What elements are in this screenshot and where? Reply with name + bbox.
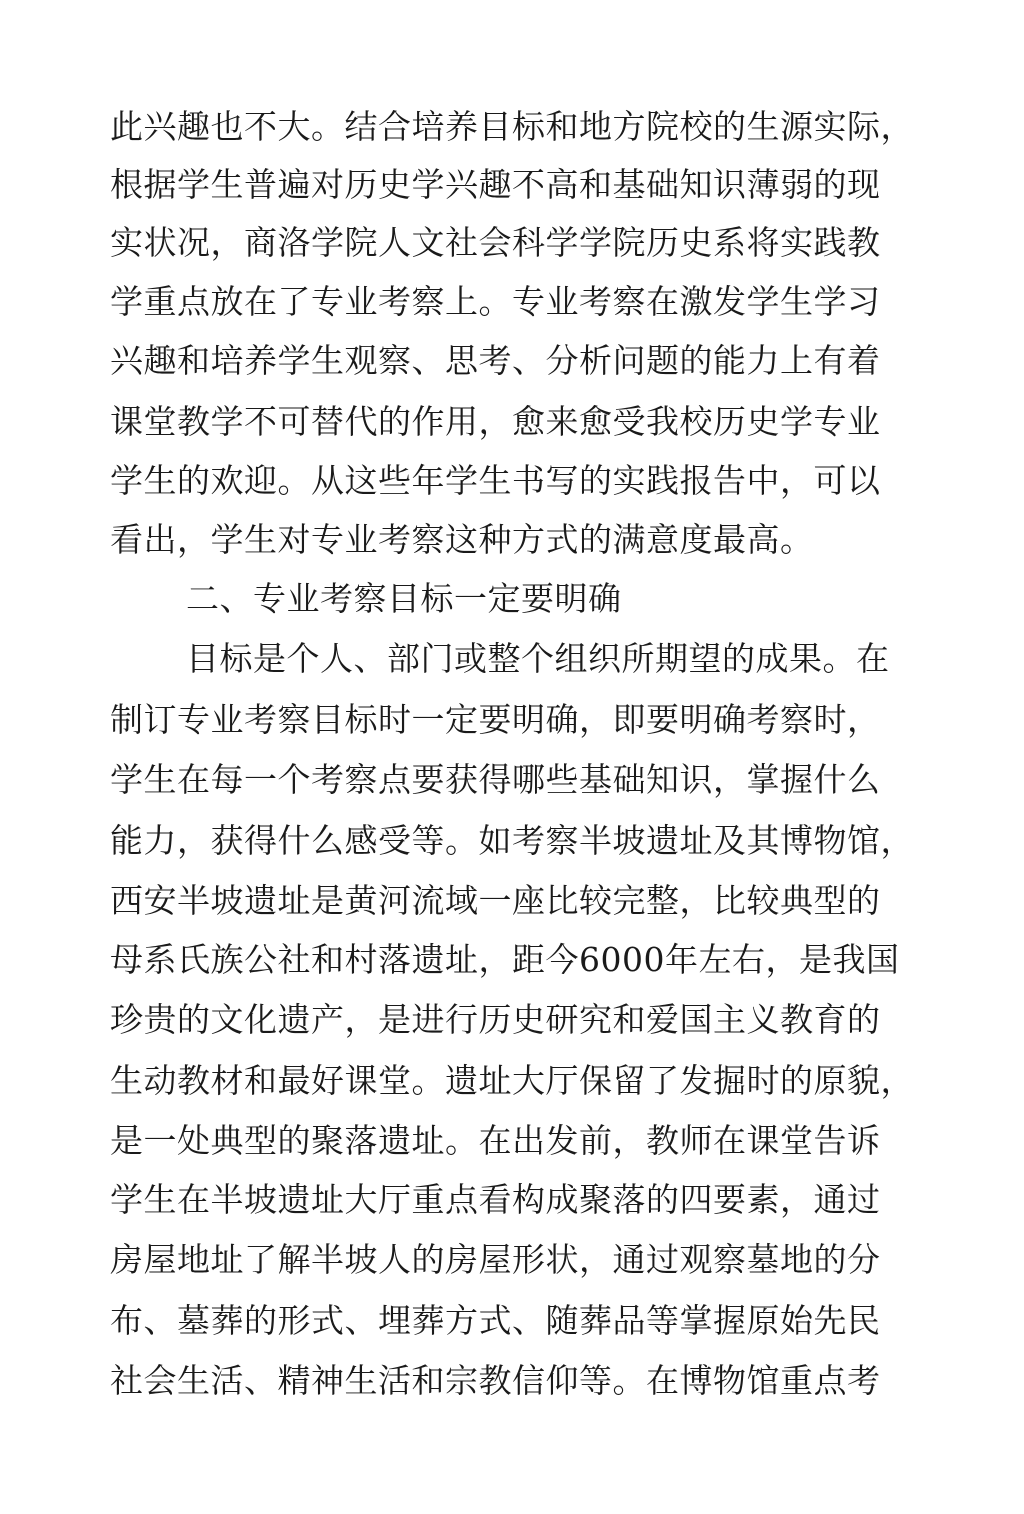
text-line-3: 实状况，商洛学院人文社会科学学院历史系将实践教 <box>110 223 881 262</box>
text-line-22: 社会生活、精神生活和宗教信仰等。在博物馆重点考 <box>110 1361 881 1400</box>
text-line-16: 珍贵的文化遗产，是进行历史研究和爱国主义教育的 <box>110 1000 881 1039</box>
text-line-6: 课堂教学不可替代的作用，愈来愈受我校历史学专业 <box>110 402 881 441</box>
text-line-13: 能力，获得什么感受等。如考察半坡遗址及其博物馆， <box>110 821 914 860</box>
text-line-4: 学重点放在了专业考察上。专业考察在激发学生学习 <box>110 282 881 321</box>
text-line-8: 看出，学生对专业考察这种方式的满意度最高。 <box>110 520 814 559</box>
text-line-11: 制订专业考察目标时一定要明确，即要明确考察时， <box>110 700 881 739</box>
text-line-20: 房屋地址了解半坡人的房屋形状，通过观察墓地的分 <box>110 1240 881 1279</box>
text-line-1: 此兴趣也不大。结合培养目标和地方院校的生源实际， <box>110 107 914 146</box>
text-line-12: 学生在每一个考察点要获得哪些基础知识，掌握什么 <box>110 760 881 799</box>
text-line-14: 西安半坡遗址是黄河流域一座比较完整，比较典型的 <box>110 881 881 920</box>
text-line-10: 目标是个人、部门或整个组织所期望的成果。在 <box>186 639 890 678</box>
text-line-2: 根据学生普遍对历史学兴趣不高和基础知识薄弱的现 <box>110 165 881 204</box>
text-line-15: 母系氏族公社和村落遗址，距今6000年左右，是我国 <box>110 940 900 979</box>
section-heading: 二、专业考察目标一定要明确 <box>186 579 622 618</box>
text-line-7: 学生的欢迎。从这些年学生书写的实践报告中，可以 <box>110 461 881 500</box>
text-line-19: 学生在半坡遗址大厅重点看构成聚落的四要素，通过 <box>110 1180 881 1219</box>
text-line-18: 是一处典型的聚落遗址。在出发前，教师在课堂告诉 <box>110 1121 881 1160</box>
text-line-5: 兴趣和培养学生观察、思考、分析问题的能力上有着 <box>110 341 881 380</box>
text-line-21: 布、墓葬的形式、埋葬方式、随葬品等掌握原始先民 <box>110 1301 881 1340</box>
text-line-17: 生动教材和最好课堂。遗址大厅保留了发掘时的原貌， <box>110 1061 914 1100</box>
